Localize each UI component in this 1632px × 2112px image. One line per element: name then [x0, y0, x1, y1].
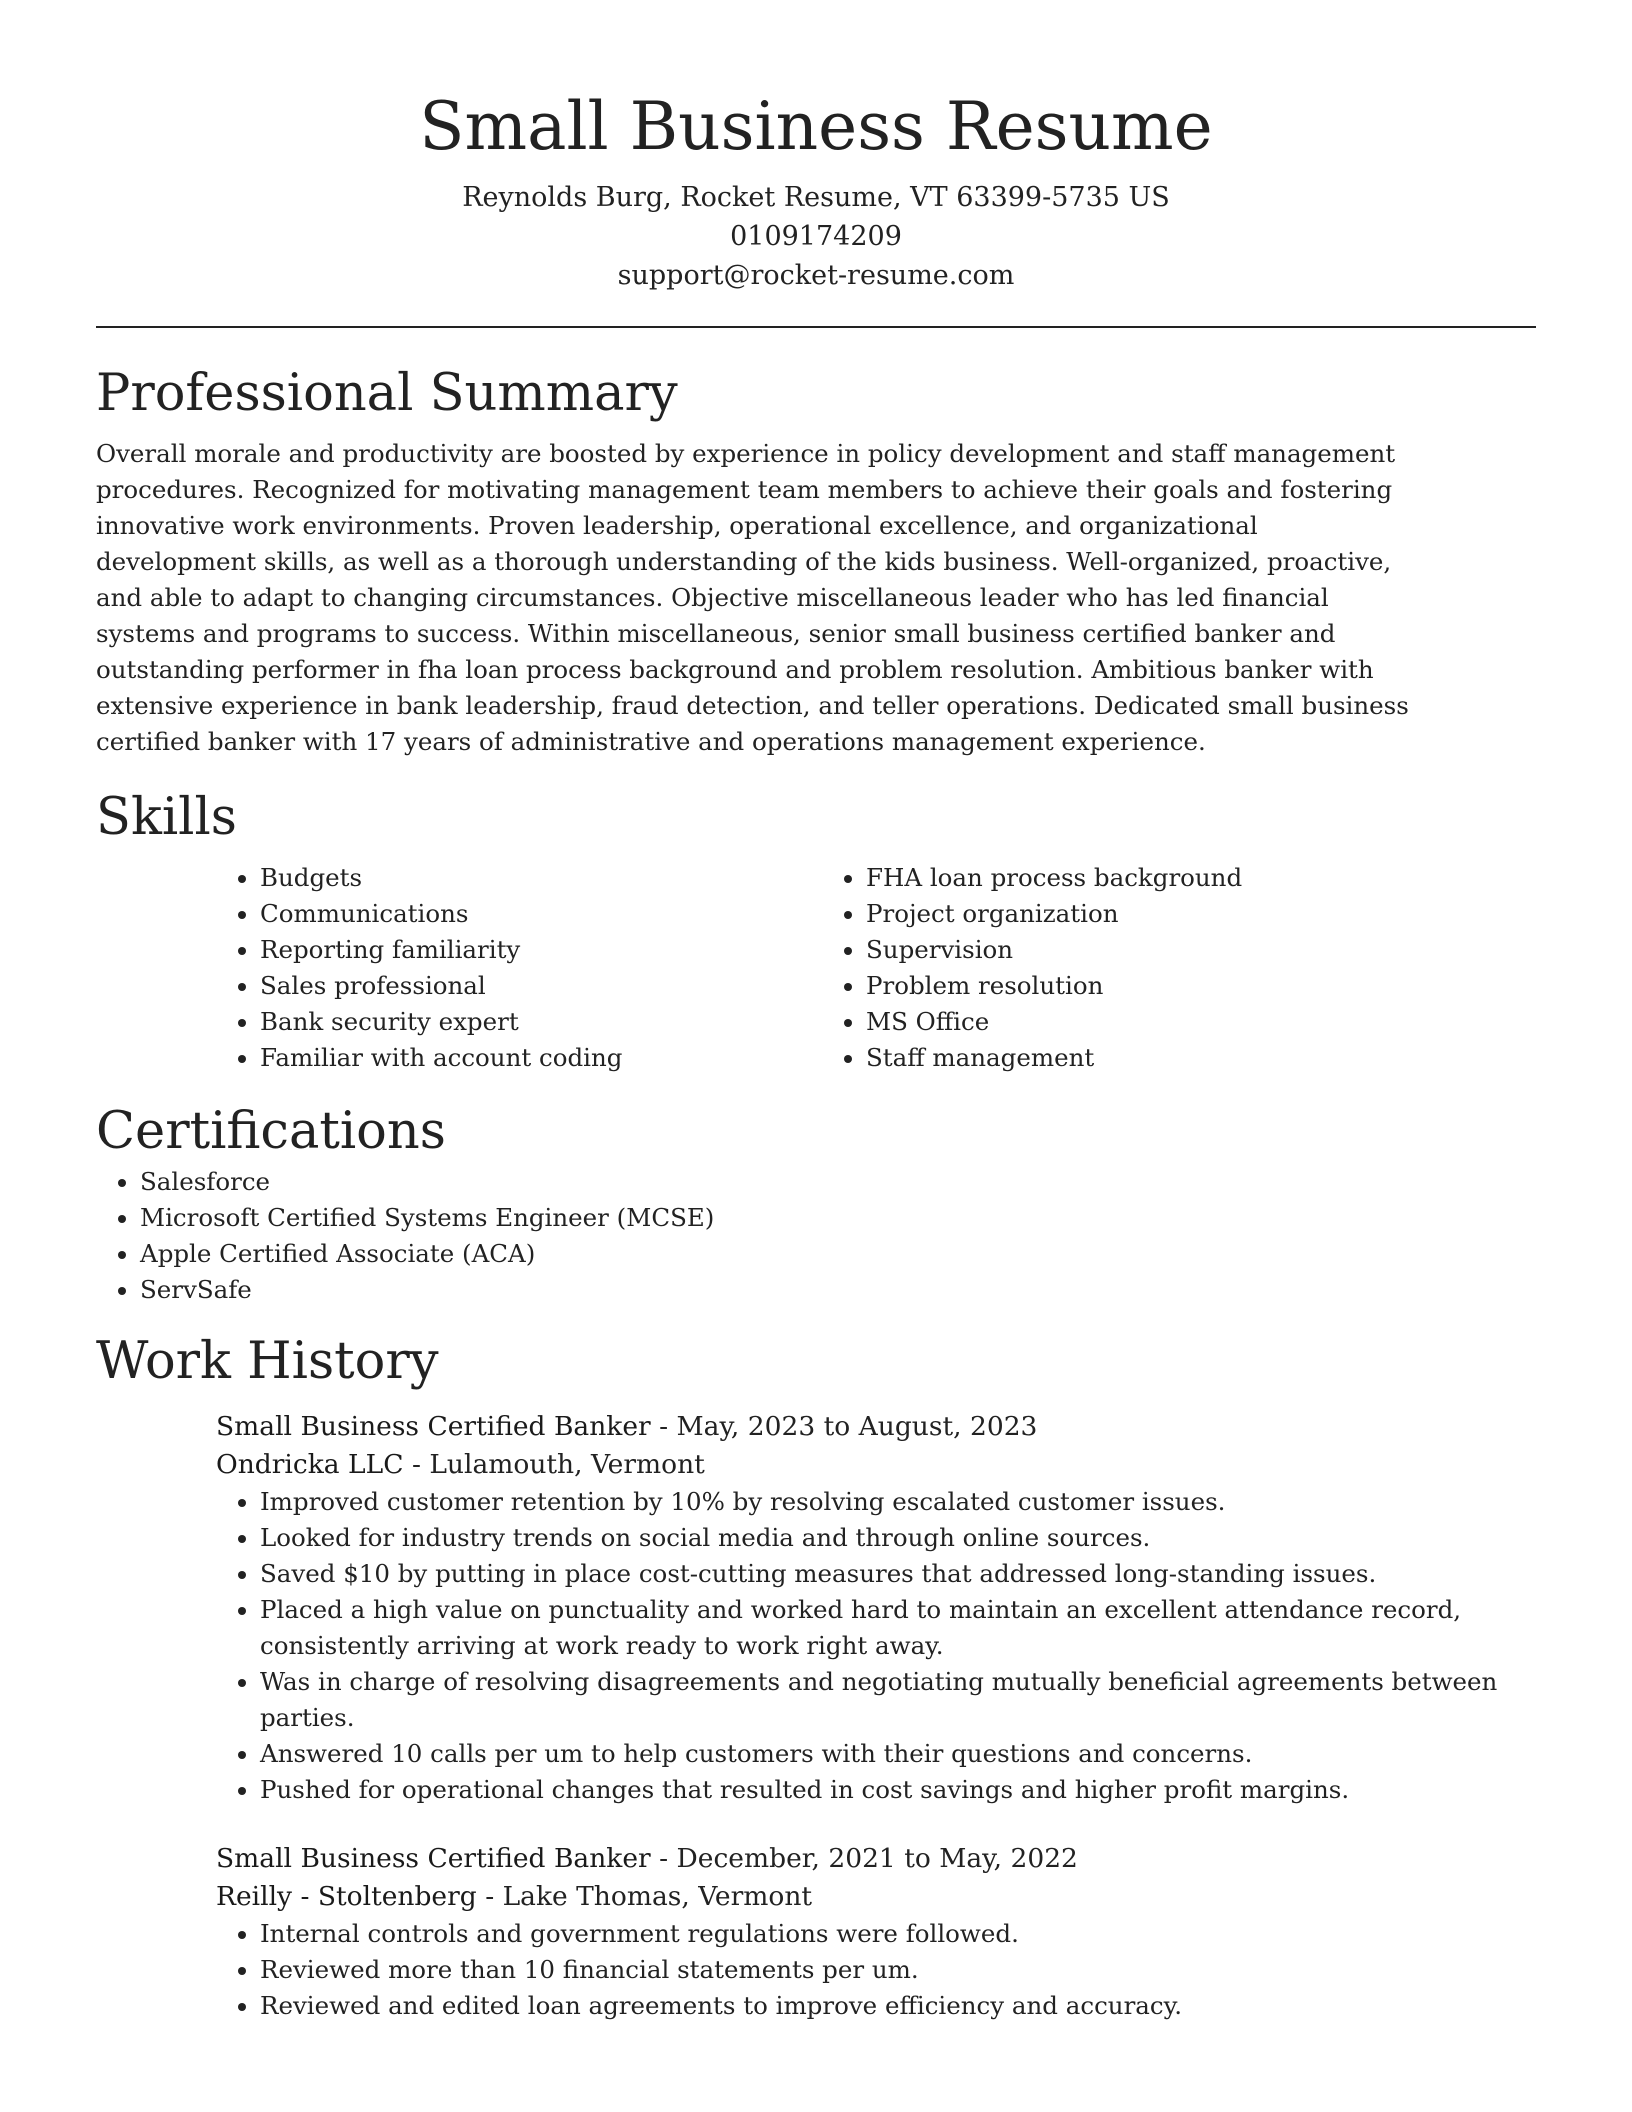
work-history-heading: Work History	[96, 1332, 439, 1391]
skill-item: • Bank security expert	[260, 1004, 822, 1040]
job-company-line	[216, 1446, 1536, 1484]
certifications-section	[96, 1100, 1536, 1308]
skill-item: • Familiar with account coding	[260, 1040, 822, 1076]
responsibility-item: • Reviewed more than 10 financial statements per um.	[260, 1952, 1580, 1988]
job-responsibilities	[216, 1916, 1580, 2024]
summary-heading: Professional Summary	[96, 364, 678, 423]
job-title: Small Business Certified Banker	[216, 1411, 651, 1442]
resume-page	[96, 0, 1536, 2024]
skill-item: • Supervision	[866, 932, 1428, 968]
skill-item: • Project organization	[866, 896, 1428, 932]
job-location: - Lulamouth, Vermont	[411, 1449, 705, 1480]
contact-phone: 0109174209	[730, 221, 902, 252]
job-company-line	[216, 1878, 1536, 1916]
header-divider	[96, 326, 1536, 328]
resume-header	[96, 0, 1536, 295]
responsibility-item: • Improved customer retention by 10% by resolving escalated customer issues.	[260, 1484, 1580, 1520]
responsibility-item: • Pushed for operational changes that resulted in cost savings and higher profit margins.	[260, 1772, 1580, 1808]
certification-item: • ServSafe	[140, 1272, 1536, 1308]
skills-columns	[216, 860, 1536, 1076]
responsibility-item: • Placed a high value on punctuality and worked hard to maintain an excellent attendance record, consistently arriving at work ready to work right away.	[260, 1592, 1580, 1664]
skill-item: • Communications	[260, 896, 822, 932]
job-location: - Lake Thomas, Vermont	[485, 1881, 813, 1912]
job-title: Small Business Certified Banker	[216, 1843, 651, 1874]
certification-item: • Salesforce	[140, 1164, 1536, 1200]
job-title-line	[216, 1408, 1536, 1446]
responsibility-item: • Saved $10 by putting in place cost-cutting measures that addressed long-standing issues.	[260, 1556, 1580, 1592]
job-responsibilities	[216, 1484, 1580, 1808]
skill-item: • Staff management	[866, 1040, 1428, 1076]
skill-item: • Budgets	[260, 860, 822, 896]
job-entry	[216, 1840, 1536, 2024]
skills-section	[96, 786, 1536, 1076]
job-company: Reilly - Stoltenberg	[216, 1881, 477, 1912]
work-history-section	[96, 1330, 1536, 2024]
skills-list-right	[822, 860, 1428, 1076]
summary-section	[96, 362, 1536, 760]
skills-heading: Skills	[96, 788, 237, 847]
contact-address: Reynolds Burg, Rocket Resume, VT 63399-5735 US	[462, 182, 1170, 213]
contact-info	[96, 178, 1536, 295]
skills-list-left	[216, 860, 822, 1076]
responsibility-item: • Answered 10 calls per um to help customers with their questions and concerns.	[260, 1736, 1580, 1772]
skill-item: • FHA loan process background	[866, 860, 1428, 896]
responsibility-item: • Was in charge of resolving disagreements and negotiating mutually beneficial agreements between parties.	[260, 1664, 1580, 1736]
job-company: Ondricka LLC	[216, 1449, 404, 1480]
skill-item: • MS Office	[866, 1004, 1428, 1040]
certifications-heading: Certifications	[96, 1102, 446, 1161]
job-entry	[216, 1408, 1536, 1808]
resume-title: Small Business Resume	[419, 88, 1213, 165]
certification-item: • Microsoft Certified Systems Engineer (MCSE)	[140, 1200, 1536, 1236]
certifications-list	[96, 1164, 1536, 1308]
job-title-line	[216, 1840, 1536, 1878]
job-dates: - May, 2023 to August, 2023	[659, 1411, 1038, 1442]
responsibility-item: • Looked for industry trends on social media and through online sources.	[260, 1520, 1580, 1556]
contact-email: support@rocket-resume.com	[617, 260, 1015, 291]
job-dates: - December, 2021 to May, 2022	[659, 1843, 1078, 1874]
summary-text: Overall morale and productivity are boosted by experience in policy development and staff management procedures. Recognized for motivating management team members to achieve their goals and fostering innovative work environments. Proven leadership, operational excellence, and organizational development skills, as well as a thorough understanding of the kids business. Well-organized, proactive, and able to adapt to changing circumstances. Objective miscellaneous leader who has led financial systems and programs to success. Within miscellaneous, senior small business certified banker and outstanding performer in fha loan process background and problem resolution. Ambitious banker with extensive experience in bank leadership, fraud detection, and teller operations. Dedicated small business certified banker with 17 years of administrative and operations management experience.	[96, 439, 1409, 756]
skill-item: • Problem resolution	[866, 968, 1428, 1004]
certification-item: • Apple Certified Associate (ACA)	[140, 1236, 1536, 1272]
responsibility-item: • Internal controls and government regulations were followed.	[260, 1916, 1580, 1952]
skill-item: • Reporting familiarity	[260, 932, 822, 968]
skill-item: • Sales professional	[260, 968, 822, 1004]
responsibility-item: • Reviewed and edited loan agreements to improve efficiency and accuracy.	[260, 1988, 1580, 2024]
